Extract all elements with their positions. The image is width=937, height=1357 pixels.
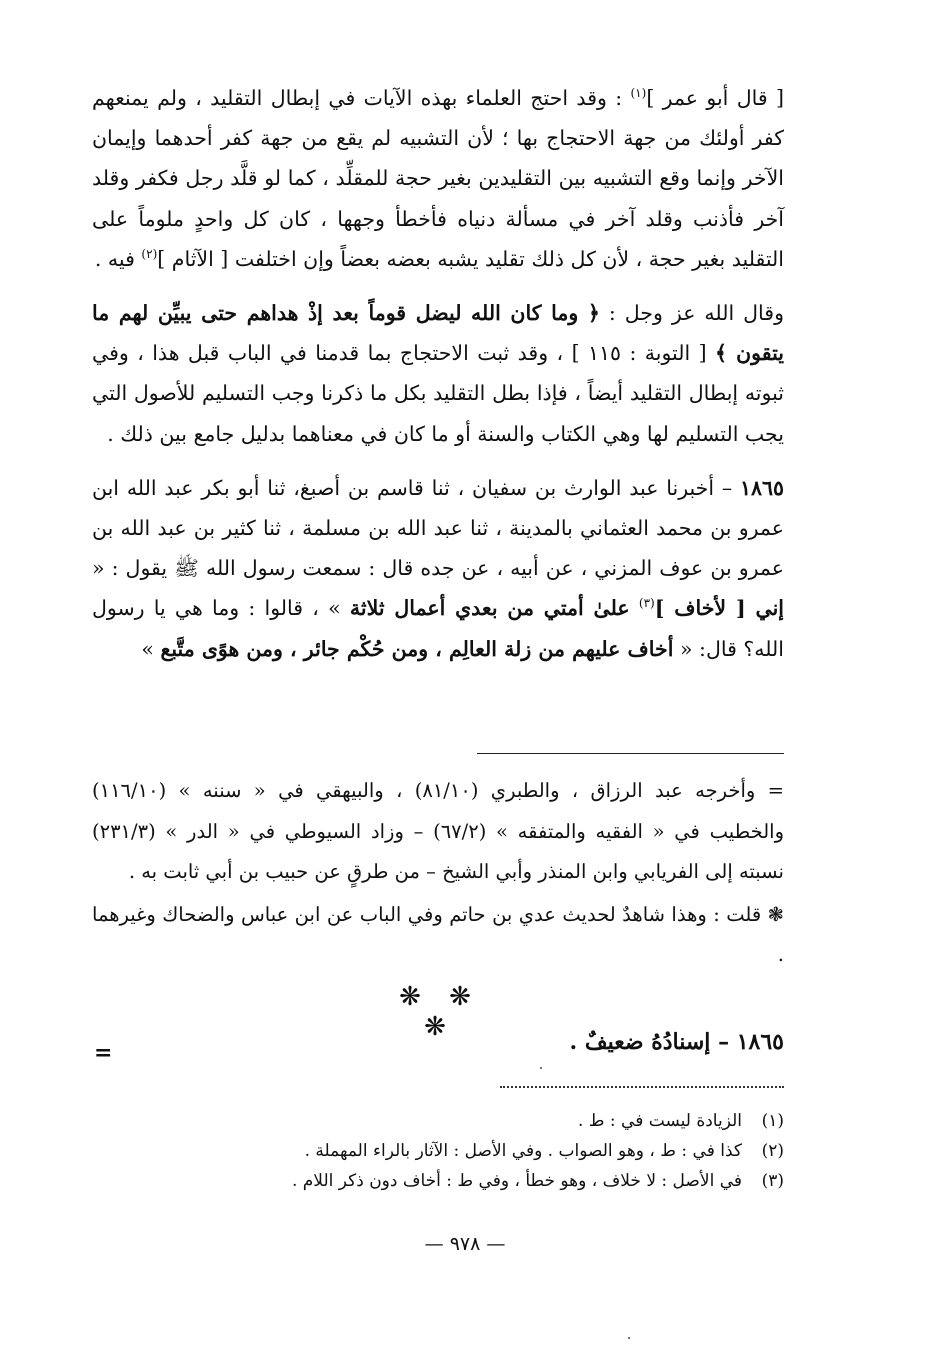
main-text	[92, 78, 784, 669]
commentary-paragraph-2: ❃ قلت : وهذا شاهدٌ لحديث عدي بن حاتم وفي الباب عن ابن عباس والضحاك وغيرهما .	[92, 902, 784, 966]
quote-close-2: »	[141, 636, 154, 661]
paragraph-text: : وقد احتج العلماء بهذه الآيات في إبطال التقليد ، ولم يمنعهم كفر أولئك من جهة الاحتجاج بها ؛ لأن التشبيه لم يقع من جهة كفر أحدهما وإيمان الآخر وإنما وقع التشبيه بين التقليدين بغير حجة للمقلِّد ، كما لو قلَّد رجل فكفر وقلد آخر فأذنب وقلد آخر في مسألة دنياه فأخطأ وجهها ، كان كل واحدٍ ملوماً على التقليد بغير حجة ، لأن كل ذلك تقليد يشبه بعضه بعضاً وإن اختلفت [ الآثام ]	[92, 86, 784, 271]
paragraph-quran-verse	[92, 293, 784, 454]
footnote-ref-1[interactable]: (١)	[630, 86, 647, 101]
isnad-text: – أخبرنا عبد الوارث بن سفيان ، ثنا قاسم بن أصبغ، ثنا أبو بكر عبد الله ابن عمرو بن محمد العثماني بالمدينة ، ثنا عبد الله بن مسلمة ، ثنا كثير بن عبد الله بن عمرو بن عوف المزني ، عن أبيه ، عن جده قال : سمعت رسول الله ﷺ يقول :	[92, 475, 784, 581]
quote-open: «	[92, 556, 105, 581]
footnote-number: (٢)	[761, 1141, 784, 1161]
footnote-text: كذا في : ط ، وهو الصواب . وفي الأصل : الآثار بالراء المهملة .	[304, 1141, 742, 1161]
scan-speck	[540, 1067, 542, 1069]
paragraph-tail: فيه .	[94, 246, 135, 271]
continuation-mark: =	[94, 1040, 113, 1066]
footnote-item	[150, 1166, 784, 1196]
paragraph-text: [ التوبة : ١١٥ ] ، وقد ثبت الاحتجاج بما قدمنا في الباب قبل هذا ، وفي ثبوته إبطال التقليد أيضاً ، فإذا بطل التقليد بكل ما ذكرنا وجب التسليم للأصول التي يجب التسليم لها وهي الكتاب والسنة أو ما كان في معناهما بدليل جامع بين ذلك .	[92, 341, 784, 446]
hadith-text-part-2: علىٰ أمتي من بعدي أعمال ثلاثة	[349, 596, 630, 621]
footnote-item	[150, 1106, 784, 1136]
quran-verse: ﴿ وما كان الله ليضل قوماً بعد إذْ هداهم حتى يبيِّن لهم ما يتقون ﴾	[92, 301, 784, 366]
section-heading: ١٨٦٥ – إسنادُهُ ضعيفٌ .	[569, 1029, 784, 1055]
footnote-item	[150, 1136, 784, 1166]
paragraph-quote-abu-umar	[92, 78, 784, 279]
footnote-number: (١)	[761, 1111, 784, 1131]
hadith-dialogue: ، قالوا : وما هي يا رسول الله؟ قال:	[92, 596, 784, 661]
footnote-ref-3[interactable]: (٣)	[638, 596, 655, 611]
commentary-separator	[477, 753, 784, 754]
hadith-text-part-3: أخاف عليهم من زلة العالِم ، ومن حُكْم جائر ، ومن هوًى متَّبع	[160, 636, 674, 661]
commentary-paragraph-1: = وأخرجه عبد الرزاق ، والطبري (٨١/١٠) ، والبيهقي في « سننه » (١١٦/١٠) والخطيب في « الفقيه والمتفقه » (٦٧/٢) – وزاد السيوطي في « الدر » (٢٣١/٣) نسبته إلى الفريابي وابن المنذر وأبي الشيخ – من طرقٍ عن حبيب بن أبي ثابت به .	[92, 779, 784, 883]
hadith-number: ١٨٦٥	[739, 475, 784, 500]
page-number: — ٩٧٨ —	[424, 1233, 506, 1255]
quote-open-2: «	[679, 636, 693, 661]
footnote-number: (٣)	[761, 1171, 784, 1191]
footnote-text: الزيادة ليست في : ط .	[577, 1111, 742, 1131]
quote-close: »	[328, 596, 341, 621]
footnote-separator	[500, 1086, 784, 1088]
paragraph-hadith-1865	[92, 468, 784, 669]
scan-speck	[628, 1337, 630, 1339]
verse-intro: وقال الله عز وجل :	[608, 301, 784, 326]
footnote-ref-2[interactable]: (٢)	[141, 246, 158, 261]
speaker-bracket: [ قال أبو عمر ]	[646, 86, 784, 110]
star-divider-icon: ❋ ❋ ❋	[399, 982, 481, 1042]
commentary-block	[92, 771, 784, 976]
footnote-text: في الأصل : لا خلاف ، وهو خطأ ، وفي ط : أخاف دون ذكر اللام .	[291, 1171, 742, 1191]
hadith-text-part-1: إني [ لأخاف ]	[654, 596, 784, 621]
footnotes	[150, 1106, 784, 1196]
